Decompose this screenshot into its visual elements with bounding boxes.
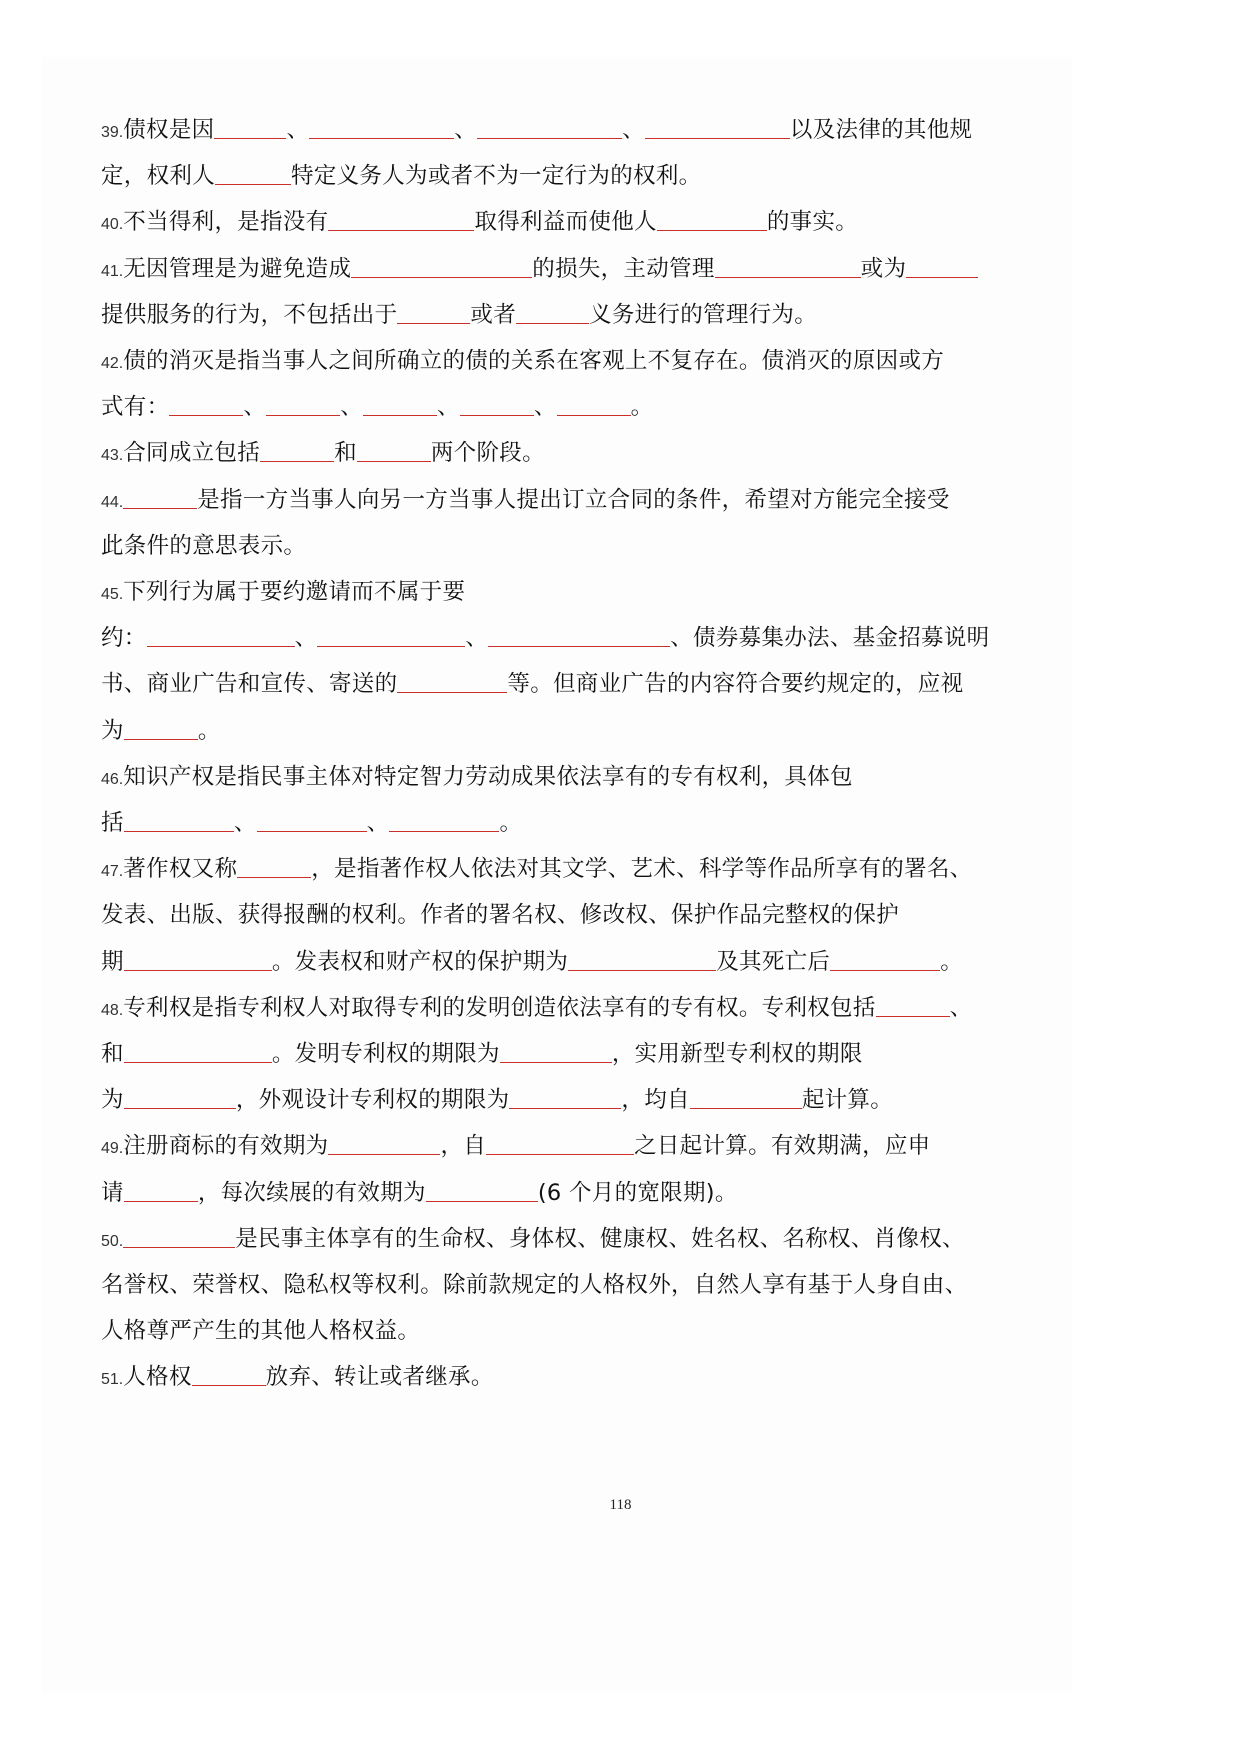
question-text: 、 [465,625,489,652]
answer-blank[interactable] [357,437,431,462]
answer-blank[interactable] [477,114,622,139]
answer-blank[interactable] [169,391,243,416]
answer-blank[interactable] [214,114,286,139]
question-47-line [101,898,899,932]
question-text: 无因管理是为避免造成 [123,255,352,282]
question-text: 、 [454,117,478,143]
question-number: 46. [101,770,124,788]
page-number: 118 [609,1497,632,1513]
answer-blank[interactable] [123,484,197,509]
question-44-line [101,529,306,563]
question-number: 49. [101,1140,124,1158]
answer-blank[interactable] [397,299,470,324]
question-text: ，每次续展的有效期为 [197,1179,426,1206]
answer-blank[interactable] [192,1361,266,1386]
question-text: ，实用新型专利权的期限 [611,1041,863,1067]
question-50-line [101,1268,967,1302]
answer-blank[interactable] [426,1177,538,1202]
answer-blank[interactable] [876,992,950,1017]
question-text: 。 [940,948,964,975]
question-44-line [101,483,950,517]
question-text: 式有： [101,394,170,421]
question-48-line [101,991,972,1025]
answer-blank[interactable] [500,1038,612,1063]
question-text: 合同成立包括 [123,440,261,467]
answer-blank[interactable] [516,299,589,324]
question-text: 人格尊严产生的其他人格权益。 [101,1318,421,1345]
question-text: 或者 [470,301,517,328]
question-text: 及其死亡后 [716,948,831,975]
question-text: 以及法律的其他规 [789,117,973,143]
question-41-line [101,252,978,286]
question-text: (6 个月的宽限期)。 [537,1179,738,1206]
question-43-line [101,436,545,470]
answer-blank[interactable] [690,1084,802,1109]
answer-blank[interactable] [124,1177,198,1202]
question-47-line [101,945,963,979]
question-text: 著作权又称 [123,856,238,883]
question-text: 。发表权和财产权的保护期为 [271,948,569,975]
question-text: 知识产权是指民事主体对特定智力劳动成果依法享有的专有权利，具体包 [123,763,853,790]
question-50-line [101,1222,965,1256]
answer-blank[interactable] [124,807,234,832]
answer-blank[interactable] [215,160,291,185]
question-text: 债权是因 [123,117,215,143]
question-text: 、 [243,394,267,421]
answer-blank[interactable] [830,946,940,971]
question-45-line [101,714,221,748]
question-text: 特定义务人为或者不为一定行为的权利。 [291,163,702,190]
answer-blank[interactable] [509,1084,621,1109]
question-text: 约： [101,625,147,652]
question-text: 取得利益而使他人 [474,209,657,236]
question-51-line [101,1360,494,1394]
question-text: 和 [101,1041,124,1067]
question-text: 下列行为属于要约邀请而不属于要 [123,579,466,605]
answer-blank[interactable] [488,622,670,647]
answer-blank[interactable] [147,622,295,647]
question-text: 。 [630,394,654,421]
question-text: 放弃、转让或者继承。 [265,1364,494,1391]
question-text: 、债券募集办法、基金招募说明 [670,625,990,652]
question-42-line [101,390,653,424]
answer-blank[interactable] [557,391,631,416]
question-number: 45. [101,586,124,603]
question-text: 是民事主体享有的生命权、身体权、健康权、姓名权、名称权、肖像权、 [235,1225,965,1252]
question-number: 47. [101,863,124,881]
question-48-line [101,1083,893,1117]
question-text: 提供服务的行为，不包括出于 [101,301,398,328]
question-text: 、 [233,810,257,836]
answer-blank[interactable] [237,853,311,878]
question-text: 等。但商业广告的内容符合要约规定的，应视 [507,671,964,698]
question-49-line [101,1129,930,1163]
answer-blank[interactable] [657,206,767,231]
question-text: 专利权是指专利权人对取得专利的发明创造依法享有的专有权。专利权包括 [123,994,876,1021]
question-number: 40. [101,216,124,234]
question-text: 之日起计算。有效期满，应申 [634,1133,931,1160]
answer-blank[interactable] [906,253,978,278]
question-text: ，外观设计专利权的期限为 [235,1087,510,1114]
answer-blank[interactable] [460,391,534,416]
question-text: 请 [101,1179,124,1206]
answer-blank[interactable] [123,1223,235,1248]
question-46-line [101,806,522,840]
question-text: 、 [366,810,390,836]
question-text: 注册商标的有效期为 [123,1133,329,1160]
question-text: 发表、出版、获得报酬的权利。作者的署名权、修改权、保护作品完整权的保护 [101,902,900,929]
question-text: 不当得利，是指没有 [123,209,329,236]
question-text: 名誉权、荣誉权、隐私权等权利。除前款规定的人格权外，自然人享有基于人身自由、 [101,1272,968,1298]
question-49-line [101,1176,738,1210]
answer-blank[interactable] [568,946,716,971]
question-text: 义务进行的管理行为。 [589,301,818,328]
question-47-line [101,852,972,886]
question-number: 50. [101,1232,124,1250]
question-text: 债的消灭是指当事人之间所确立的债的关系在客观上不复存在。债消灭的原因或方 [123,348,945,374]
question-text: 、 [294,625,318,652]
question-text: 和 [334,440,357,467]
answer-blank[interactable] [317,622,465,647]
question-number: 48. [101,1001,124,1019]
question-number: 42. [101,355,124,372]
question-number: 44. [101,493,124,511]
question-text: 两个阶段。 [430,440,545,467]
answer-blank[interactable] [266,391,340,416]
question-text: 括 [101,810,124,836]
question-text: ，均自 [621,1087,690,1114]
answer-blank[interactable] [257,807,367,832]
question-45-line [101,621,989,655]
question-48-line [101,1037,863,1071]
question-text: 的损失，主动管理 [532,255,715,282]
question-50-line [101,1314,420,1348]
question-text: 、 [286,117,310,143]
answer-blank[interactable] [486,1130,634,1155]
answer-blank[interactable] [715,253,861,278]
question-text: 。 [499,810,523,836]
question-text: 、 [340,394,364,421]
question-number: 39. [101,124,124,141]
answer-blank[interactable] [124,715,198,740]
answer-blank[interactable] [309,114,454,139]
question-40-line [101,205,858,239]
answer-blank[interactable] [260,437,334,462]
question-text: 为 [101,1087,124,1114]
question-text: 是指一方当事人向另一方当事人提出订立合同的条件，希望对方能完全接受 [197,486,950,513]
question-text: 、 [622,117,645,143]
question-text: 书、商业广告和宣传、寄送的 [101,671,398,698]
question-text: 或为 [860,255,907,282]
answer-blank[interactable] [645,114,790,139]
question-45-line [101,667,963,701]
question-42-line [101,344,944,378]
question-text: ，是指著作权人依法对其文学、艺术、科学等作品所享有的署名、 [311,856,973,883]
question-45-line [101,575,465,609]
question-text: ，自 [440,1133,487,1160]
question-number: 51. [101,1371,124,1389]
question-text: 起计算。 [801,1087,894,1114]
answer-blank[interactable] [351,253,532,278]
question-text: 的事实。 [766,209,859,236]
question-text: 。 [197,717,221,744]
question-text: 。发明专利权的期限为 [271,1041,500,1067]
question-text: 、 [533,394,557,421]
question-39-line [101,113,972,147]
question-41-line [101,298,817,332]
answer-blank[interactable] [389,807,499,832]
answer-blank[interactable] [328,1130,440,1155]
answer-blank[interactable] [363,391,437,416]
question-number: 43. [101,447,124,465]
question-text: 、 [949,994,973,1021]
answer-blank[interactable] [124,1084,236,1109]
answer-blank[interactable] [124,1038,272,1063]
answer-blank[interactable] [124,946,272,971]
answer-blank[interactable] [328,206,474,231]
question-text: 、 [437,394,460,421]
question-text: 为 [101,717,124,744]
question-39-line [101,159,701,193]
question-number: 41. [101,262,124,280]
answer-blank[interactable] [397,668,507,693]
question-text: 定，权利人 [101,163,216,190]
question-text: 此条件的意思表示。 [101,532,307,559]
question-text: 期 [101,948,124,975]
question-46-line [101,760,853,794]
question-text: 人格权 [123,1364,192,1391]
